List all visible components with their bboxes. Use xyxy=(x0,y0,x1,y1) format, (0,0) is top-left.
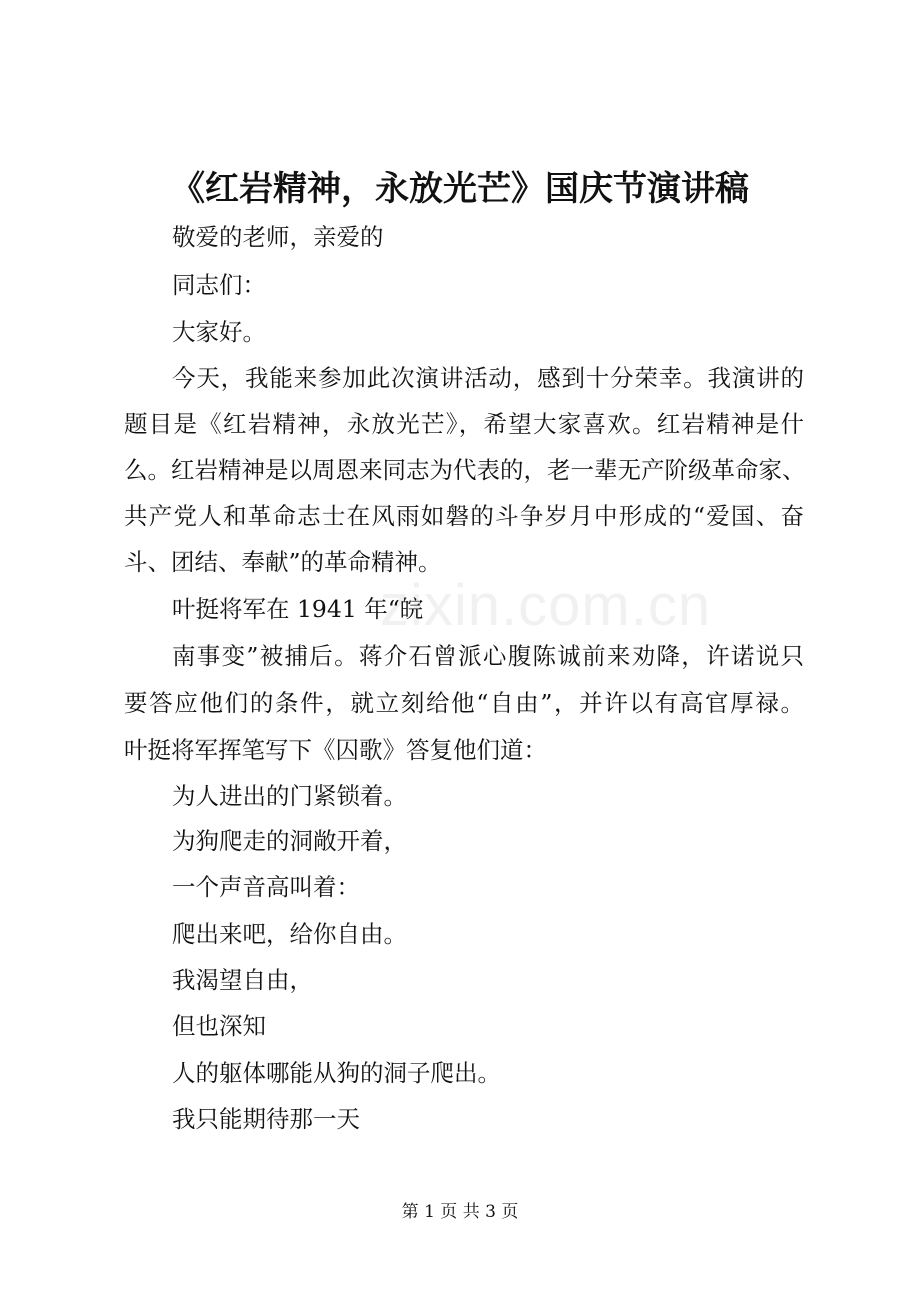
watermark: zixin.com.cn xyxy=(380,573,712,638)
paragraph-line: 今天，我能来参加此次演讲活动，感到十分荣幸。我演讲的 xyxy=(172,364,804,392)
paragraph-line: 叶挺将军挥笔写下《囚歌》答复他们道： xyxy=(124,736,547,764)
paragraph-line: 么。红岩精神是以周恩来同志为代表的，老一辈无产阶级革命家、 xyxy=(124,456,806,484)
poem-line: 我渴望自由， xyxy=(172,966,313,994)
poem-line: 一个声音高叫着： xyxy=(172,873,360,901)
document-title: 《红岩精神，永放光芒》国庆节演讲稿 xyxy=(171,169,749,209)
paragraph-line: 要答应他们的条件，就立刻给他“自由”，并许以有高官厚禄。 xyxy=(124,689,804,717)
poem-line: 为人进出的门紧锁着。 xyxy=(172,782,407,810)
paragraph-line: 共产党人和革命志士在风雨如磐的斗争岁月中形成的“爱国、奋 xyxy=(124,502,804,530)
paragraph-line: 叶挺将军在 1941 年“皖 xyxy=(172,595,424,623)
greeting-line: 大家好。 xyxy=(172,318,266,346)
paragraph-line: 题目是《红岩精神，永放光芒》，希望大家喜欢。红岩精神是什 xyxy=(124,410,804,438)
poem-line: 爬出来吧，给你自由。 xyxy=(172,920,407,948)
greeting-line: 敬爱的老师，亲爱的 xyxy=(172,223,384,251)
paragraph-line: 南事变”被捕后。蒋介石曾派心腹陈诚前来劝降，许诺说只 xyxy=(172,642,804,670)
page-footer: 第 1 页 共 3 页 xyxy=(401,1202,519,1222)
poem-line: 人的躯体哪能从狗的洞子爬出。 xyxy=(172,1059,501,1087)
poem-line: 为狗爬走的洞敞开着， xyxy=(172,827,407,855)
greeting-line: 同志们： xyxy=(172,271,266,299)
poem-line: 我只能期待那一天 xyxy=(172,1105,360,1133)
poem-line: 但也深知 xyxy=(172,1012,266,1040)
paragraph-line: 斗、团结、奉献”的革命精神。 xyxy=(124,548,442,576)
